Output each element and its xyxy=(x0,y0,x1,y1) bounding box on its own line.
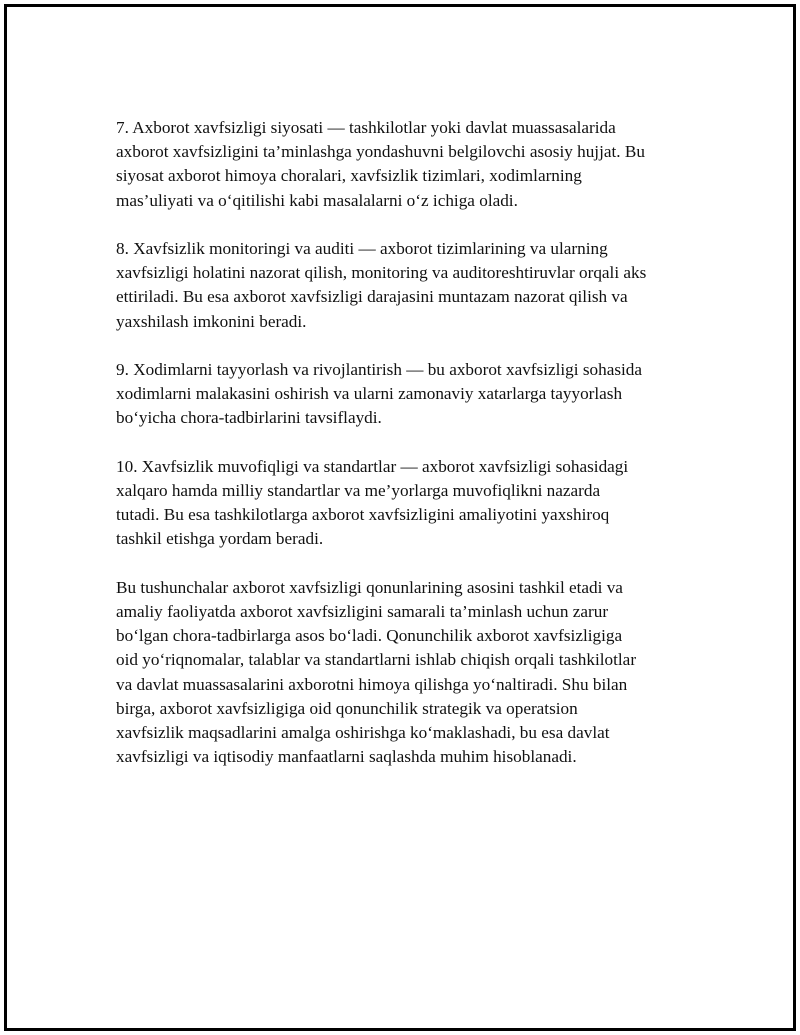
text-line: siyosat axborot himoya choralari, xavfsizlik tizimlari, xodimlarning xyxy=(116,166,582,186)
paragraph-7-security-policy xyxy=(116,116,696,213)
text-line: axborot xavfsizligini ta’minlashga yondashuvni belgilovchi asosiy hujjat. Bu xyxy=(116,142,645,162)
document-body xyxy=(116,116,696,794)
paragraph-9-staff-training xyxy=(116,358,696,431)
text-line: oid yo‘riqnomalar, talablar va standartlarni ishlab chiqish orqali tashkilotlar xyxy=(116,650,637,670)
text-line: xodimlarni malakasini oshirish va ularni zamonaviy xatarlarga tayyorlash xyxy=(116,384,623,404)
text-line: bo‘yicha chora-tadbirlarini tavsiflaydi. xyxy=(116,408,382,428)
text-line: ettiriladi. Bu esa axborot xavfsizligi darajasini muntazam nazorat qilish va xyxy=(116,287,628,307)
text-line: xavfsizligi holatini nazorat qilish, monitoring va auditoreshtiruvlar orqali aks xyxy=(116,263,647,283)
text-line: 7. Axborot xavfsizligi siyosati — tashkilotlar yoki davlat muassasalarida xyxy=(116,118,616,137)
text-line: Bu tushunchalar axborot xavfsizligi qonunlarining asosini tashkil etadi va xyxy=(116,577,623,597)
text-line: 10. Xavfsizlik muvofiqligi va standartlar — axborot xavfsizligi sohasidagi xyxy=(116,456,629,476)
text-line: 9. Xodimlarni tayyorlash va rivojlantirish — bu axborot xavfsizligi sohasida xyxy=(116,360,643,379)
text-line: tashkil etishga yordam beradi. xyxy=(116,529,324,549)
text-line: yaxshilash imkonini beradi. xyxy=(116,311,307,331)
text-line: mas’uliyati va o‘qitilishi kabi masalalarni o‘z ichiga oladi. xyxy=(116,190,518,210)
text-line: xavfsizlik maqsadlarini amalga oshirishga ko‘maklashadi, bu esa davlat xyxy=(116,723,610,743)
text-line: va davlat muassasalarini axborotni himoya qilishga yo‘naltiradi. Shu bilan xyxy=(116,674,628,694)
text-line: tutadi. Bu esa tashkilotlarga axborot xavfsizligini amaliyotini yaxshiroq xyxy=(116,505,610,525)
text-line: 8. Xavfsizlik monitoringi va auditi — axborot tizimlarining va ularning xyxy=(116,239,608,258)
text-line: bo‘lgan chora-tadbirlarga asos bo‘ladi. Qonunchilik axborot xavfsizligiga xyxy=(116,626,623,646)
text-line: amaliy faoliyatda axborot xavfsizligini samarali ta’minlash uchun zarur xyxy=(116,602,609,621)
paragraph-conclusion xyxy=(116,576,696,770)
paragraph-10-compliance-standards xyxy=(116,455,696,552)
text-line: xavfsizligi va iqtisodiy manfaatlarni saqlashda muhim hisoblanadi. xyxy=(116,747,577,767)
paragraph-8-monitoring-audit xyxy=(116,237,696,334)
text-line: birga, axborot xavfsizligiga oid qonunchilik strategik va operatsion xyxy=(116,698,578,718)
text-line: xalqaro hamda milliy standartlar va me’yorlarga muvofiqlikni nazarda xyxy=(116,481,601,500)
